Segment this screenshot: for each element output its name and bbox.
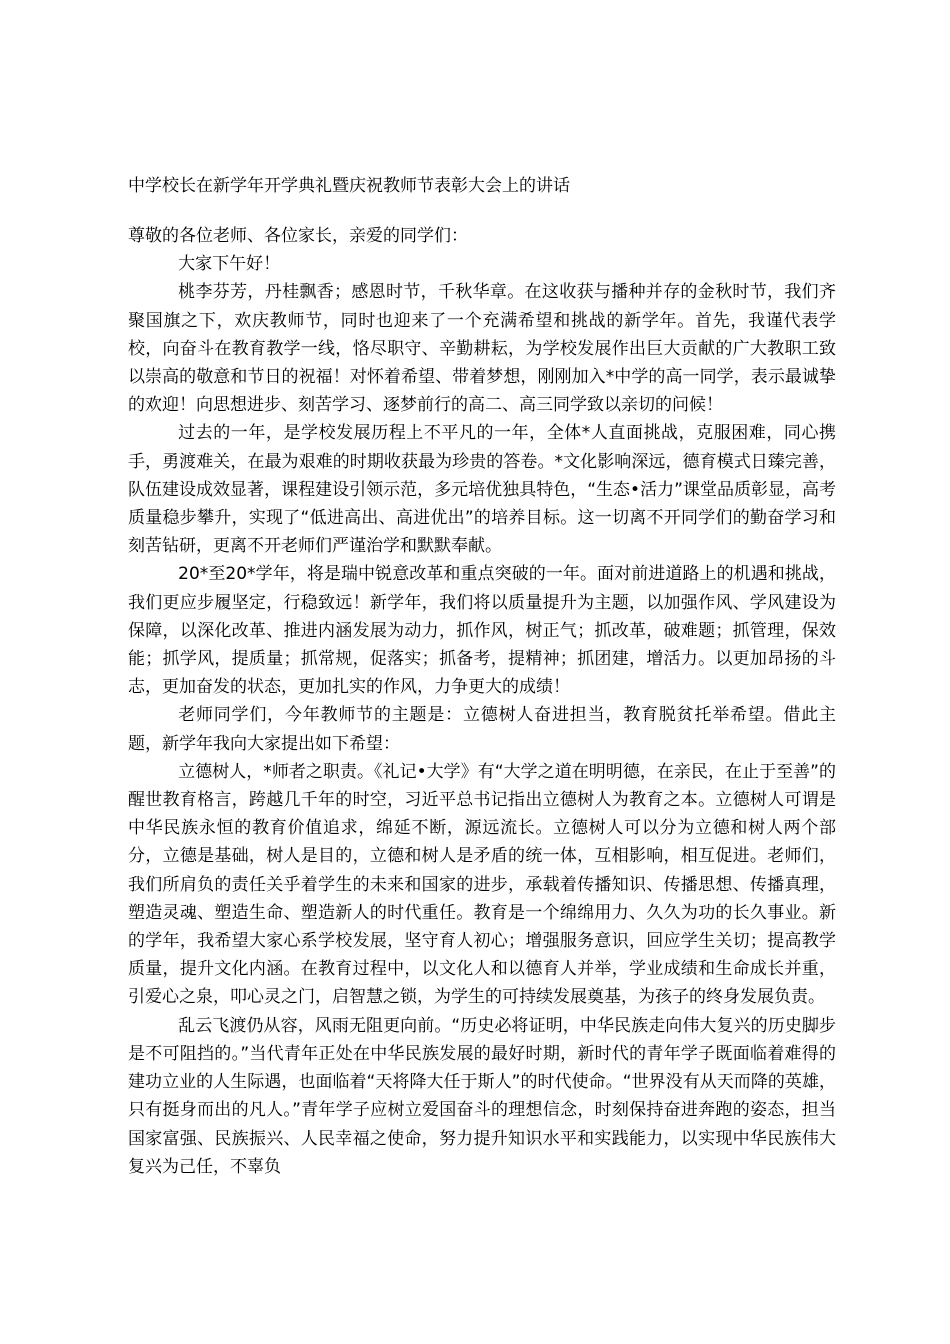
paragraph-new-year-plan: 20*至20*学年，将是瑞中锐意改革和重点突破的一年。面对前进道路上的机遇和挑战，我们更应步履坚定，行稳致远！新学年，我们将以质量提升为主题，以加强作风、学风建设为保障，以深化改革、推进内涵发展为动力，抓作风，树正气；抓改革，破难题；抓管理，保效能；抓学风，提质量；抓常规，促落实；抓备考，提精神；抓团建，增活力。以更加昂扬的斗志，更加奋发的状态，更加扎实的作风，力争更大的成绩！	[128, 564, 836, 698]
paragraph-opening: 桃李芬芳，丹桂飘香；感恩时节，千秋华章。在这收获与播种并存的金秋时节，我们齐聚国旗之下，欢庆教师节，同时也迎来了一个充满希望和挑战的新学年。首先，我谨代表学校，向奋斗在教育教学一线，恪尽职守、辛勤耕耘，为学校发展作出巨大贡献的广大教职工致以崇高的敬意和节日的祝福！对怀着希望、带着梦想，刚刚加入*中学的高一同学，表示最诚挚的欢迎！向思想进步、刻苦学习、逐梦前行的高二、高三同学致以亲切的问候！	[128, 282, 836, 416]
paragraph-past-year: 过去的一年，是学校发展历程上不平凡的一年，全体*人直面挑战，克服困难，同心携手，勇渡难关，在最为艰难的时期收获最为珍贵的答卷。*文化影响深远，德育模式日臻完善，队伍建设成效显著，课程建设引领示范，多元培优独具特色，“生态•活力”课堂品质彰显，高考质量稳步攀升，实现了“低进高出、高进优出”的培养目标。这一切离不开同学们的勤奋学习和刻苦钻研，更离不开老师们严谨治学和默默奉献。	[128, 423, 836, 557]
document-title: 中学校长在新学年开学典礼暨庆祝教师节表彰大会上的讲话	[128, 176, 570, 196]
salutation: 尊敬的各位老师、各位家长，亲爱的同学们：	[128, 226, 468, 246]
document-body	[128, 222, 836, 1181]
paragraph-greeting: 大家下午好！	[178, 254, 281, 275]
paragraph-students-hope: 乱云飞渡仍从容，风雨无阻更向前。“历史必将证明，中华民族走向伟大复兴的历史脚步是不可阻挡的。”当代青年正处在中华民族发展的最好时期，新时代的青年学子既面临着难得的建功立业的人生际遇，也面临着“天将降大任于斯人”的时代使命。“世界没有从天而降的英雄，只有挺身而出的凡人。”青年学子应树立爱国奋斗的理想信念，时刻保持奋进奔跑的姿态，担当国家富强、民族振兴、人民幸福之使命，努力提升知识水平和实践能力，以实现中华民族伟大复兴为己任，不辜负	[128, 1015, 836, 1177]
paragraph-theme: 老师同学们，今年教师节的主题是：立德树人奋进担当，教育脱贫托举希望。借此主题，新学年我向大家提出如下希望：	[128, 705, 836, 754]
paragraph-teachers-hope: 立德树人，*师者之职责。《礼记•大学》有“大学之道在明明德，在亲民，在止于至善”的醒世教育格言，跨越几千年的时空，习近平总书记指出立德树人为教育之本。立德树人可谓是中华民族永恒的教育价值追求，绵延不断，源远流长。立德树人可以分为立德和树人两个部分，立德是基础，树人是目的，立德和树人是矛盾的统一体，互相影响，相互促进。老师们，我们所肩负的责任关乎着学生的未来和国家的进步，承载着传播知识、传播思想、传播真理，塑造灵魂、塑造生命、塑造新人的时代重任。教育是一个绵绵用力、久久为功的长久事业。新的学年，我希望大家心系学校发展，坚守育人初心；增强服务意识，回应学生关切；提高教学质量，提升文化内涵。在教育过程中，以文化人和以德育人并举，学业成绩和生命成长并重，引爱心之泉，叩心灵之门，启智慧之锁，为学生的可持续发展奠基，为孩子的终身发展负责。	[128, 761, 836, 1008]
